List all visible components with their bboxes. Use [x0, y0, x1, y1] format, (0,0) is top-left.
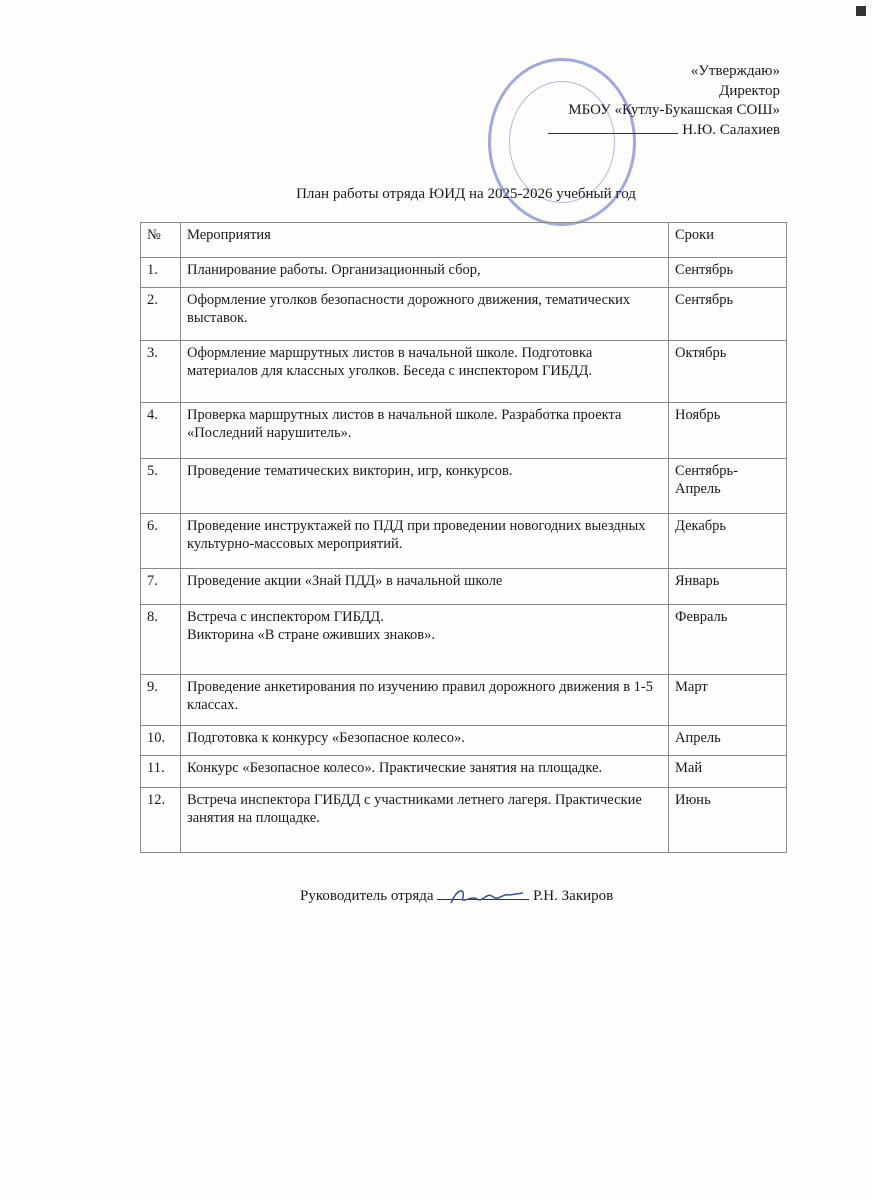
row-number: 10. — [141, 726, 181, 756]
footer-label: Руководитель отряда — [300, 888, 434, 904]
row-term: Февраль — [669, 605, 787, 675]
row-term: Октябрь — [669, 341, 787, 403]
plan-table — [140, 222, 787, 853]
table-row — [141, 341, 787, 403]
row-event: Проведение акции «Знай ПДД» в начальной школе — [181, 569, 669, 605]
table-row — [141, 756, 787, 788]
row-number: 7. — [141, 569, 181, 605]
row-number: 8. — [141, 605, 181, 675]
approval-school: МБОУ «Кутлу-Букашская СОШ» — [568, 102, 780, 118]
signature-icon — [447, 885, 527, 909]
row-number: 9. — [141, 675, 181, 726]
row-event: Оформление маршрутных листов в начальной школе. Подготовка материалов для классных уголков. Беседа с инспектором ГИБДД. — [181, 341, 669, 403]
table-row — [141, 605, 787, 675]
row-number: 2. — [141, 288, 181, 341]
row-term: Июнь — [669, 788, 787, 853]
row-event: Встреча с инспектором ГИБДД. Викторина «В стране оживших знаков». — [181, 605, 669, 675]
table-row — [141, 726, 787, 756]
leader-signature-line — [437, 899, 529, 900]
row-event: Проверка маршрутных листов в начальной школе. Разработка проекта «Последний нарушитель». — [181, 403, 669, 459]
row-event: Оформление уголков безопасности дорожного движения, тематических выставок. — [181, 288, 669, 341]
row-number: 5. — [141, 459, 181, 514]
row-term: Апрель — [669, 726, 787, 756]
approval-heading: «Утверждаю» — [690, 63, 780, 79]
row-event: Проведение тематических викторин, игр, конкурсов. — [181, 459, 669, 514]
row-event: Подготовка к конкурсу «Безопасное колесо». — [181, 726, 669, 756]
table-row — [141, 675, 787, 726]
row-term: Сентябрь — [669, 288, 787, 341]
row-term: Декабрь — [669, 514, 787, 569]
table-row — [141, 788, 787, 853]
table-row — [141, 569, 787, 605]
approval-block — [548, 62, 780, 140]
approval-position: Директор — [719, 82, 780, 99]
header-terms: Сроки — [669, 223, 787, 258]
table-header-row — [141, 223, 787, 258]
row-number: 6. — [141, 514, 181, 569]
row-term: Март — [669, 675, 787, 726]
header-number: № — [141, 223, 181, 258]
scan-mark — [856, 6, 866, 16]
table-row — [141, 514, 787, 569]
row-event: Конкурс «Безопасное колесо». Практические занятия на площадке. — [181, 756, 669, 788]
row-term: Январь — [669, 569, 787, 605]
row-number: 4. — [141, 403, 181, 459]
row-term: Сентябрь — [669, 258, 787, 288]
table-row — [141, 403, 787, 459]
row-number: 3. — [141, 341, 181, 403]
table-row — [141, 459, 787, 514]
row-event: Встреча инспектора ГИБДД с участниками летнего лагеря. Практические занятия на площадке. — [181, 788, 669, 853]
row-event: Проведение инструктажей по ПДД при проведении новогодних выездных культурно-массовых мероприятий. — [181, 514, 669, 569]
row-term: Сентябрь-Апрель — [669, 459, 787, 514]
table-row — [141, 258, 787, 288]
document-title: План работы отряда ЮИД на 2025-2026 учебный год — [296, 186, 636, 202]
director-signature-line — [548, 133, 678, 134]
row-number: 12. — [141, 788, 181, 853]
row-event: Планирование работы. Организационный сбор, — [181, 258, 669, 288]
row-term: Май — [669, 756, 787, 788]
footer-signature — [300, 888, 613, 905]
table-row — [141, 288, 787, 341]
director-name: Н.Ю. Салахиев — [682, 121, 780, 138]
leader-name: Р.Н. Закиров — [533, 888, 614, 904]
header-events: Мероприятия — [181, 223, 669, 258]
row-number: 11. — [141, 756, 181, 788]
row-event: Проведение анкетирования по изучению правил дорожного движения в 1-5 классах. — [181, 675, 669, 726]
row-number: 1. — [141, 258, 181, 288]
row-term: Ноябрь — [669, 403, 787, 459]
